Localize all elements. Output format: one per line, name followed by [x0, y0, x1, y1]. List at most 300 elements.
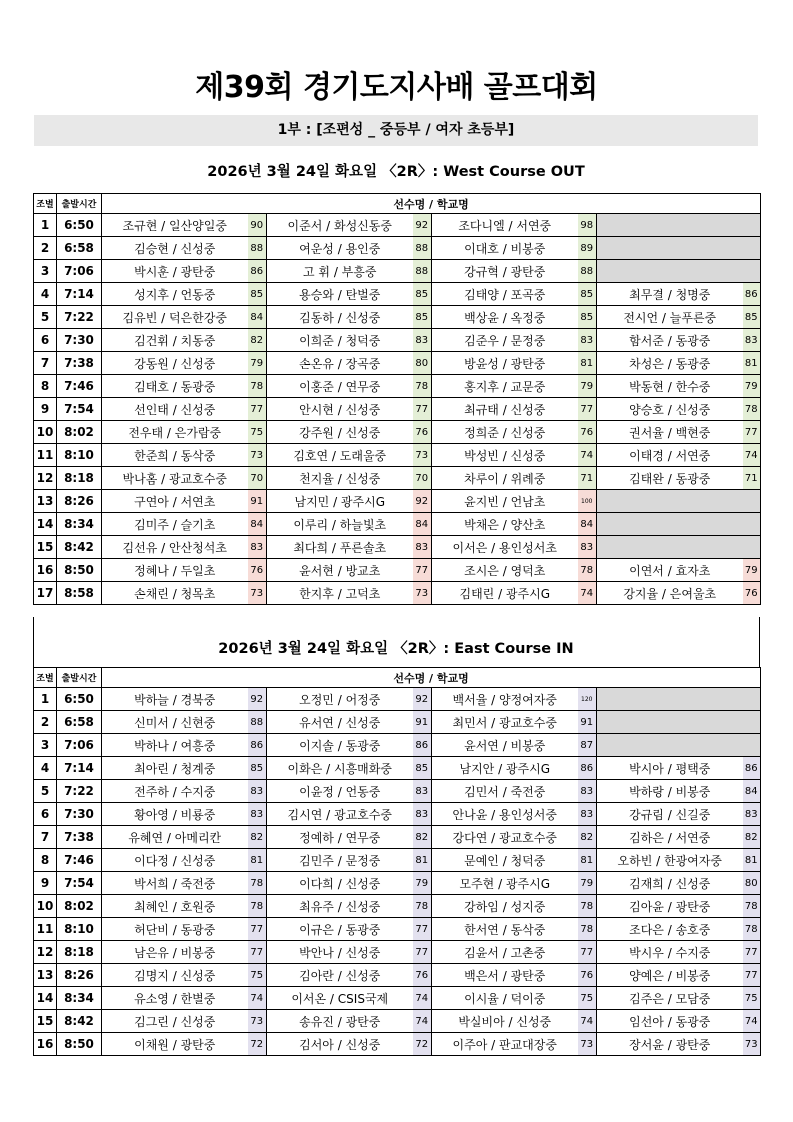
- table-row: [34, 895, 761, 918]
- player-name: 박시훈 / 광탄중: [102, 260, 248, 283]
- player-score: 88: [248, 711, 267, 734]
- player-score: 85: [743, 306, 761, 329]
- player-score: 83: [413, 536, 432, 559]
- player-score: 79: [743, 559, 761, 582]
- player-score: 83: [248, 536, 267, 559]
- player-name: 이서온 / CSIS국제: [267, 987, 413, 1010]
- player-score: 78: [248, 895, 267, 918]
- player-score: 82: [578, 826, 597, 849]
- player-name: 박서희 / 죽전중: [102, 872, 248, 895]
- player-score: 85: [413, 283, 432, 306]
- player-score: 98: [578, 214, 597, 237]
- group-number: 10: [34, 895, 57, 918]
- player-score: 86: [413, 734, 432, 757]
- player-name: 전우태 / 은가람중: [102, 421, 248, 444]
- empty-slot: [597, 513, 761, 536]
- player-score: 79: [578, 872, 597, 895]
- start-time: 7:14: [57, 757, 102, 780]
- player-name: 이홍준 / 연무중: [267, 375, 413, 398]
- table-row: [34, 352, 761, 375]
- player-score: 84: [578, 513, 597, 536]
- player-name: 백서율 / 양정여자중: [432, 688, 578, 711]
- player-score: 78: [413, 895, 432, 918]
- table-row: [34, 964, 761, 987]
- table-row: [34, 1033, 761, 1056]
- player-name: 이시율 / 덕이중: [432, 987, 578, 1010]
- player-score: 76: [743, 582, 761, 605]
- group-number: 7: [34, 352, 57, 375]
- player-score: 77: [743, 964, 761, 987]
- player-name: 이윤정 / 언동중: [267, 780, 413, 803]
- player-name: 박채은 / 양산초: [432, 513, 578, 536]
- player-name: 윤서연 / 비봉중: [432, 734, 578, 757]
- table-row: [34, 872, 761, 895]
- player-score: 88: [413, 260, 432, 283]
- player-name: 유소영 / 한별중: [102, 987, 248, 1010]
- start-time: 8:34: [57, 513, 102, 536]
- player-score: 84: [413, 513, 432, 536]
- table-row: [34, 329, 761, 352]
- group-number: 16: [34, 559, 57, 582]
- player-name: 남지민 / 광주시G: [267, 490, 413, 513]
- table-header-row: [34, 194, 761, 214]
- player-score: 89: [578, 237, 597, 260]
- player-score: 77: [248, 941, 267, 964]
- player-name: 유서연 / 신성중: [267, 711, 413, 734]
- player-name: 여운성 / 용인중: [267, 237, 413, 260]
- player-score: 83: [578, 536, 597, 559]
- start-time: 8:18: [57, 941, 102, 964]
- empty-slot: [597, 711, 761, 734]
- player-name: 백상윤 / 옥정중: [432, 306, 578, 329]
- table-row: [34, 918, 761, 941]
- player-score: 91: [413, 711, 432, 734]
- player-score: 71: [743, 467, 761, 490]
- player-name: 강주원 / 신성중: [267, 421, 413, 444]
- player-name: 백은서 / 광탄중: [432, 964, 578, 987]
- player-name: 성지후 / 언동중: [102, 283, 248, 306]
- group-number: 15: [34, 536, 57, 559]
- group-number: 16: [34, 1033, 57, 1056]
- player-score: 81: [248, 849, 267, 872]
- start-time: 8:50: [57, 1033, 102, 1056]
- player-score: 86: [578, 757, 597, 780]
- player-name: 황아영 / 비룡중: [102, 803, 248, 826]
- player-name: 이지솔 / 동광중: [267, 734, 413, 757]
- player-name: 선인태 / 신성중: [102, 398, 248, 421]
- player-score: 73: [413, 444, 432, 467]
- player-score: 78: [743, 918, 761, 941]
- player-name: 김태린 / 광주시G: [432, 582, 578, 605]
- player-name: 권서율 / 백현중: [597, 421, 743, 444]
- player-score: 79: [248, 352, 267, 375]
- player-score: 81: [743, 352, 761, 375]
- west-course-table: [33, 193, 761, 605]
- player-score: 70: [413, 467, 432, 490]
- group-number: 2: [34, 237, 57, 260]
- start-time: 7:22: [57, 780, 102, 803]
- player-name: 정혜나 / 두일초: [102, 559, 248, 582]
- player-score: 77: [413, 941, 432, 964]
- group-number: 10: [34, 421, 57, 444]
- player-score: 74: [413, 1010, 432, 1033]
- player-score: 78: [578, 895, 597, 918]
- group-number: 1: [34, 214, 57, 237]
- player-name: 강동원 / 신성중: [102, 352, 248, 375]
- player-name: 최아린 / 청계중: [102, 757, 248, 780]
- player-name: 조다은 / 송호중: [597, 918, 743, 941]
- group-number: 2: [34, 711, 57, 734]
- player-score: 85: [248, 757, 267, 780]
- player-score: 74: [743, 444, 761, 467]
- player-name: 김호연 / 도래울중: [267, 444, 413, 467]
- player-name: 김태양 / 포곡중: [432, 283, 578, 306]
- player-name: 박안나 / 신성중: [267, 941, 413, 964]
- table-row: [34, 375, 761, 398]
- player-score: 91: [248, 490, 267, 513]
- group-number: 6: [34, 803, 57, 826]
- player-name: 정예하 / 연무중: [267, 826, 413, 849]
- player-name: 고 휘 / 부흥중: [267, 260, 413, 283]
- player-score: 78: [743, 398, 761, 421]
- player-name: 김건휘 / 치동중: [102, 329, 248, 352]
- player-name: 조다니엘 / 서연중: [432, 214, 578, 237]
- group-number: 12: [34, 941, 57, 964]
- player-name: 김태호 / 동광중: [102, 375, 248, 398]
- group-number: 8: [34, 849, 57, 872]
- table-row: [34, 260, 761, 283]
- player-score: 77: [743, 421, 761, 444]
- player-name: 최규태 / 신성중: [432, 398, 578, 421]
- player-name: 박실비아 / 신성중: [432, 1010, 578, 1033]
- player-name: 김준우 / 문정중: [432, 329, 578, 352]
- start-time: 8:02: [57, 421, 102, 444]
- player-score: 77: [248, 398, 267, 421]
- player-name: 최혜인 / 호원중: [102, 895, 248, 918]
- start-time: 8:10: [57, 444, 102, 467]
- player-name: 박시아 / 평택중: [597, 757, 743, 780]
- table-row: [34, 421, 761, 444]
- start-time: 6:50: [57, 214, 102, 237]
- player-name: 김민주 / 문정중: [267, 849, 413, 872]
- group-number: 12: [34, 467, 57, 490]
- player-score: 74: [413, 987, 432, 1010]
- player-score: 73: [248, 582, 267, 605]
- header-start-time: 출발시간: [57, 668, 102, 688]
- player-score: 74: [578, 582, 597, 605]
- group-number: 9: [34, 872, 57, 895]
- player-score: 88: [248, 237, 267, 260]
- empty-slot: [597, 490, 761, 513]
- empty-slot: [597, 214, 761, 237]
- table-row: [34, 757, 761, 780]
- player-name: 손온유 / 장곡중: [267, 352, 413, 375]
- table-header-row: [34, 668, 761, 688]
- player-name: 문예인 / 청덕중: [432, 849, 578, 872]
- player-score: 72: [248, 1033, 267, 1056]
- player-name: 한서연 / 동삭중: [432, 918, 578, 941]
- group-number: 5: [34, 306, 57, 329]
- player-name: 김동하 / 신성중: [267, 306, 413, 329]
- player-score: 73: [413, 582, 432, 605]
- player-name: 박나홈 / 광교호수중: [102, 467, 248, 490]
- group-number: 7: [34, 826, 57, 849]
- player-score: 78: [743, 895, 761, 918]
- table-row: [34, 780, 761, 803]
- player-name: 김승현 / 신성중: [102, 237, 248, 260]
- header-group: 조별: [34, 668, 57, 688]
- player-name: 박성빈 / 신성중: [432, 444, 578, 467]
- start-time: 7:06: [57, 260, 102, 283]
- player-name: 김미주 / 슬기초: [102, 513, 248, 536]
- player-score: 92: [413, 490, 432, 513]
- player-score: 86: [248, 260, 267, 283]
- player-name: 윤지빈 / 언남초: [432, 490, 578, 513]
- start-time: 7:06: [57, 734, 102, 757]
- table-row: [34, 513, 761, 536]
- player-score: 83: [578, 803, 597, 826]
- player-score: 77: [413, 918, 432, 941]
- player-name: 한지후 / 고덕초: [267, 582, 413, 605]
- player-name: 최유주 / 신성중: [267, 895, 413, 918]
- player-score: 82: [413, 826, 432, 849]
- player-score: 83: [578, 329, 597, 352]
- player-name: 허단비 / 동광중: [102, 918, 248, 941]
- player-score: 78: [578, 559, 597, 582]
- player-name: 이태경 / 서연중: [597, 444, 743, 467]
- player-name: 이서은 / 용인성서초: [432, 536, 578, 559]
- table-row: [34, 711, 761, 734]
- start-time: 8:02: [57, 895, 102, 918]
- east-course-table: [33, 667, 761, 1056]
- player-name: 박하늘 / 경북중: [102, 688, 248, 711]
- group-number: 14: [34, 513, 57, 536]
- player-name: 강규혁 / 광탄중: [432, 260, 578, 283]
- player-score: 91: [578, 711, 597, 734]
- west-course-heading: 2026년 3월 24일 화요일 〈2R〉: West Course OUT: [207, 164, 585, 180]
- player-name: 박하나 / 여흥중: [102, 734, 248, 757]
- player-name: 강지율 / 은여울초: [597, 582, 743, 605]
- table-row: [34, 559, 761, 582]
- player-score: 85: [578, 283, 597, 306]
- player-score: 82: [743, 826, 761, 849]
- empty-slot: [597, 536, 761, 559]
- table-row: [34, 803, 761, 826]
- empty-slot: [597, 688, 761, 711]
- player-name: 김명지 / 신성중: [102, 964, 248, 987]
- player-score: 82: [248, 329, 267, 352]
- player-score: 78: [578, 918, 597, 941]
- player-name: 한준희 / 동삭중: [102, 444, 248, 467]
- start-time: 7:46: [57, 849, 102, 872]
- start-time: 6:58: [57, 711, 102, 734]
- group-number: 13: [34, 490, 57, 513]
- start-time: 8:34: [57, 987, 102, 1010]
- player-score: 70: [248, 467, 267, 490]
- player-score: 84: [248, 513, 267, 536]
- player-score: 80: [743, 872, 761, 895]
- table-row: [34, 688, 761, 711]
- player-score: 75: [743, 987, 761, 1010]
- player-score: 78: [248, 872, 267, 895]
- start-time: 8:26: [57, 490, 102, 513]
- group-number: 8: [34, 375, 57, 398]
- player-score: 83: [248, 803, 267, 826]
- player-score: 75: [248, 421, 267, 444]
- player-name: 전시언 / 늘푸른중: [597, 306, 743, 329]
- empty-slot: [597, 734, 761, 757]
- table-row: [34, 849, 761, 872]
- player-name: 이화은 / 시흥매화중: [267, 757, 413, 780]
- player-name: 손채린 / 청목초: [102, 582, 248, 605]
- player-score: 79: [743, 375, 761, 398]
- player-name: 오정민 / 어정중: [267, 688, 413, 711]
- player-score: 76: [248, 559, 267, 582]
- start-time: 8:18: [57, 467, 102, 490]
- player-name: 강규림 / 신길중: [597, 803, 743, 826]
- table-row: [34, 283, 761, 306]
- start-time: 7:46: [57, 375, 102, 398]
- player-name: 김하은 / 서연중: [597, 826, 743, 849]
- player-score: 76: [578, 964, 597, 987]
- player-name: 김윤서 / 고촌중: [432, 941, 578, 964]
- player-score: 81: [578, 849, 597, 872]
- division-subtitle: 1부 : [조편성 _ 중등부 / 여자 초등부]: [34, 115, 758, 146]
- player-name: 함서준 / 동광중: [597, 329, 743, 352]
- player-name: 차루이 / 위례중: [432, 467, 578, 490]
- player-score: 77: [413, 398, 432, 421]
- player-score: 83: [413, 329, 432, 352]
- group-number: 3: [34, 260, 57, 283]
- player-score: 73: [743, 1033, 761, 1056]
- player-name: 윤서현 / 방교초: [267, 559, 413, 582]
- group-number: 9: [34, 398, 57, 421]
- start-time: 7:14: [57, 283, 102, 306]
- table-row: [34, 734, 761, 757]
- page-title: 제39회 경기도지사배 골프대회: [195, 70, 598, 105]
- table-row: [34, 826, 761, 849]
- player-score: 73: [248, 444, 267, 467]
- player-name: 이주아 / 판교대장중: [432, 1033, 578, 1056]
- start-time: 8:26: [57, 964, 102, 987]
- group-number: 17: [34, 582, 57, 605]
- player-name: 남은유 / 비봉중: [102, 941, 248, 964]
- player-score: 77: [413, 559, 432, 582]
- empty-slot: [597, 260, 761, 283]
- player-name: 김선유 / 안산청석초: [102, 536, 248, 559]
- player-name: 김시연 / 광교호수중: [267, 803, 413, 826]
- player-score: 92: [413, 214, 432, 237]
- player-score: 76: [578, 421, 597, 444]
- player-score: 77: [248, 918, 267, 941]
- east-course-heading: 2026년 3월 24일 화요일 〈2R〉: East Course IN: [218, 641, 574, 657]
- player-name: 강하임 / 성지중: [432, 895, 578, 918]
- player-score: 100: [578, 490, 597, 513]
- player-name: 강다연 / 광교호수중: [432, 826, 578, 849]
- player-name: 안시현 / 신성중: [267, 398, 413, 421]
- table-row: [34, 444, 761, 467]
- player-name: 모주현 / 광주시G: [432, 872, 578, 895]
- player-name: 이다정 / 신성중: [102, 849, 248, 872]
- player-name: 이다희 / 신성중: [267, 872, 413, 895]
- player-name: 신미서 / 신현중: [102, 711, 248, 734]
- player-score: 77: [578, 941, 597, 964]
- group-number: 5: [34, 780, 57, 803]
- header-start-time: 출발시간: [57, 194, 102, 214]
- player-score: 83: [578, 780, 597, 803]
- group-number: 11: [34, 918, 57, 941]
- player-name: 천지율 / 신성중: [267, 467, 413, 490]
- start-time: 7:30: [57, 329, 102, 352]
- player-name: 양예은 / 비봉중: [597, 964, 743, 987]
- player-score: 79: [578, 375, 597, 398]
- player-score: 83: [413, 780, 432, 803]
- player-score: 73: [578, 1033, 597, 1056]
- player-name: 장서윤 / 광탄중: [597, 1033, 743, 1056]
- group-number: 14: [34, 987, 57, 1010]
- start-time: 7:38: [57, 826, 102, 849]
- player-score: 86: [248, 734, 267, 757]
- player-score: 76: [413, 964, 432, 987]
- player-name: 전주하 / 수지중: [102, 780, 248, 803]
- start-time: 7:54: [57, 398, 102, 421]
- table-row: [34, 467, 761, 490]
- player-score: 75: [248, 964, 267, 987]
- player-name: 송유진 / 광탄중: [267, 1010, 413, 1033]
- group-number: 3: [34, 734, 57, 757]
- player-score: 78: [248, 375, 267, 398]
- header-group: 조별: [34, 194, 57, 214]
- player-score: 83: [413, 803, 432, 826]
- player-score: 84: [743, 780, 761, 803]
- player-score: 74: [578, 444, 597, 467]
- table-row: [34, 582, 761, 605]
- start-time: 8:58: [57, 582, 102, 605]
- start-time: 8:10: [57, 918, 102, 941]
- player-name: 임선아 / 동광중: [597, 1010, 743, 1033]
- start-time: 7:38: [57, 352, 102, 375]
- player-score: 77: [578, 398, 597, 421]
- group-number: 4: [34, 757, 57, 780]
- player-name: 오하빈 / 한광여자중: [597, 849, 743, 872]
- player-name: 이준서 / 화성신동중: [267, 214, 413, 237]
- player-name: 홍지후 / 교문중: [432, 375, 578, 398]
- header-players: 선수명 / 학교명: [102, 194, 761, 214]
- player-score: 86: [743, 283, 761, 306]
- player-name: 최다희 / 푸른솔초: [267, 536, 413, 559]
- start-time: 8:42: [57, 1010, 102, 1033]
- player-score: 78: [413, 375, 432, 398]
- player-score: 80: [413, 352, 432, 375]
- player-score: 88: [413, 237, 432, 260]
- player-score: 81: [578, 352, 597, 375]
- player-name: 이연서 / 효자초: [597, 559, 743, 582]
- player-score: 74: [743, 1010, 761, 1033]
- player-name: 박동현 / 한수중: [597, 375, 743, 398]
- player-score: 92: [248, 688, 267, 711]
- player-score: 81: [413, 849, 432, 872]
- table-row: [34, 941, 761, 964]
- player-score: 74: [578, 1010, 597, 1033]
- player-score: 85: [578, 306, 597, 329]
- player-name: 최무결 / 청명중: [597, 283, 743, 306]
- table-row: [34, 237, 761, 260]
- player-name: 조규현 / 일산양일중: [102, 214, 248, 237]
- group-number: 13: [34, 964, 57, 987]
- header-players: 선수명 / 학교명: [102, 668, 761, 688]
- player-name: 최민서 / 광교호수중: [432, 711, 578, 734]
- player-score: 75: [578, 987, 597, 1010]
